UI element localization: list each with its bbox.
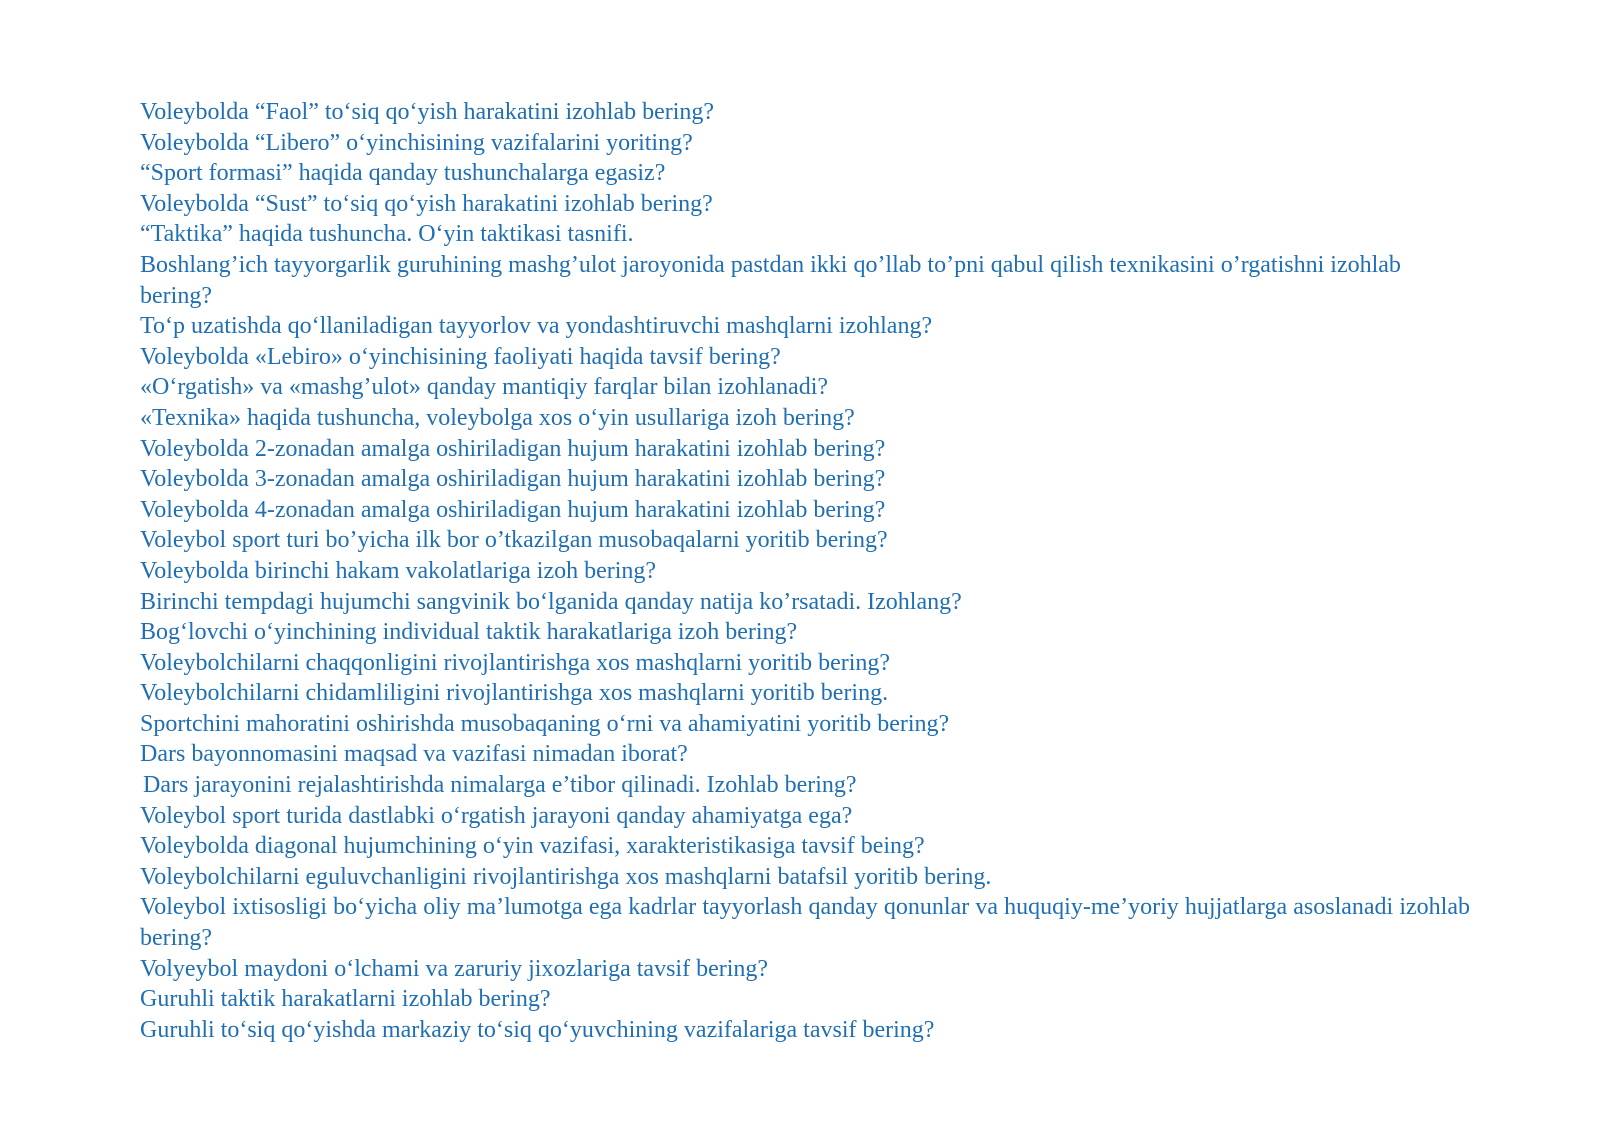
question-item: Sportchini mahoratini oshirishda musobaqaning o‘rni va ahamiyatini yoritib bering? bbox=[140, 710, 950, 737]
question-item: Voleybol ixtisosligi bo‘yicha oliy ma’lumotga ega kadrlar tayyorlash qanday qonunlar va huquqiy-me’yoriy hujjatlarga asoslanadi izohlab bering? bbox=[140, 894, 1470, 952]
question-item: Dars jarayonini rejalashtirishda nimalarga e’tibor qilinadi. Izohlab bering? bbox=[143, 772, 857, 799]
question-item: Voleybolda “Libero” o‘yinchisining vazifalarini yoriting? bbox=[140, 129, 693, 156]
question-item: Dars bayonnomasini maqsad va vazifasi nimadan iborat? bbox=[140, 741, 688, 768]
question-item: Voleybolchilarni chaqqonligini rivojlantirishga xos mashqlarni yoritib bering? bbox=[140, 649, 891, 676]
question-item: «Texnika» haqida tushuncha, voleybolga xos o‘yin usullariga izoh bering? bbox=[140, 404, 855, 431]
question-item: Guruhli taktik harakatlarni izohlab bering? bbox=[140, 986, 551, 1013]
question-item: «O‘rgatish» va «mashg’ulot» qanday mantiqiy farqlar bilan izohlanadi? bbox=[140, 374, 829, 401]
question-item: Voleybolda birinchi hakam vakolatlariga izoh bering? bbox=[140, 557, 657, 584]
question-item: Voleybolda 3-zonadan amalga oshiriladigan hujum harakatini izohlab bering? bbox=[140, 466, 886, 493]
question-item: “Taktika” haqida tushuncha. O‘yin taktikasi tasnifi. bbox=[140, 221, 634, 248]
question-item: Voleybolda «Lebiro» o‘yinchisining faoliyati haqida tavsif bering? bbox=[140, 343, 781, 370]
question-item: Voleybolda 2-zonadan amalga oshiriladigan hujum harakatini izohlab bering? bbox=[140, 435, 886, 462]
question-item: Voleybolchilarni eguluvchanligini rivojlantirishga xos mashqlarni batafsil yoritib bering. bbox=[140, 863, 992, 890]
question-item: Guruhli to‘siq qo‘yishda markaziy to‘siq qo‘yuvchining vazifalariga tavsif bering? bbox=[140, 1016, 935, 1043]
question-item: Voleybol sport turi bo’yicha ilk bor o’tkazilgan musobaqalarni yoritib bering? bbox=[140, 527, 888, 554]
question-item: Bog‘lovchi o‘yinchining individual taktik harakatlariga izoh bering? bbox=[140, 619, 798, 646]
question-item: “Sport formasi” haqida qanday tushunchalarga egasiz? bbox=[140, 160, 666, 187]
question-item: Voleybolda 4-zonadan amalga oshiriladigan hujum harakatini izohlab bering? bbox=[140, 496, 886, 523]
question-item: Voleybolda “Faol” to‘siq qo‘yish harakatini izohlab bering? bbox=[140, 99, 715, 125]
question-item: Birinchi tempdagi hujumchi sangvinik bo‘lganida qanday natija ko’rsatadi. Izohlang? bbox=[140, 588, 962, 615]
question-item: Voleybolda “Sust” to‘siq qo‘yish harakatini izohlab bering? bbox=[140, 190, 713, 217]
question-item: Volyeybol maydoni o‘lchami va zaruriy jixozlariga tavsif bering? bbox=[140, 955, 769, 982]
question-item: Boshlang’ich tayyorgarlik guruhining mashg’ulot jaroyonida pastdan ikki qo’llab to’pni qabul qilish texnikasini o’rgatishni izohlab bering? bbox=[140, 251, 1401, 309]
question-list bbox=[140, 97, 1470, 1045]
question-item: Voleybolda diagonal hujumchining o‘yin vazifasi, xarakteristikasiga tavsif being? bbox=[140, 833, 925, 860]
question-item: To‘p uzatishda qo‘llaniladigan tayyorlov va yondashtiruvchi mashqlarni izohlang? bbox=[140, 313, 933, 340]
question-item: Voleybolchilarni chidamliligini rivojlantirishga xos mashqlarni yoritib bering. bbox=[140, 680, 889, 707]
question-item: Voleybol sport turida dastlabki o‘rgatish jarayoni qanday ahamiyatga ega? bbox=[140, 802, 853, 829]
